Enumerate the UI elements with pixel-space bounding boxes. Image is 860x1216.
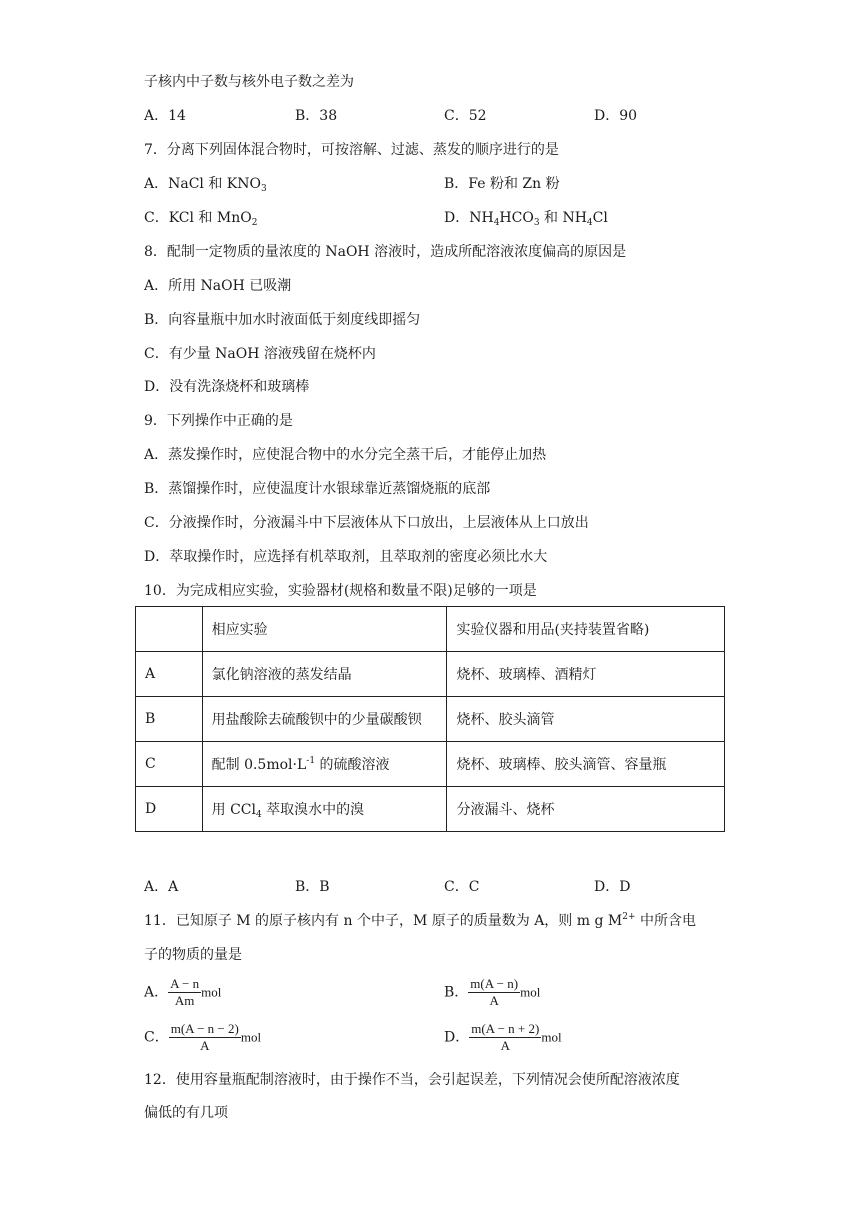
- q9-option-b: B．蒸馏操作时，应使温度计水银球靠近蒸馏烧瓶的底部: [144, 481, 491, 497]
- q8-option-b: B．向容量瓶中加水时液面低于刻度线即摇匀: [144, 312, 421, 328]
- q11-stem-line2: 子的物质的量是: [144, 947, 242, 963]
- q10-stem: 10．为完成相应实验，实验器材(规格和数量不限)足够的一项是: [144, 583, 537, 599]
- q6-stem-tail: 子核内中子数与核外电子数之差为: [144, 74, 354, 90]
- table-cell-experiment: 氯化钠溶液的蒸发结晶: [202, 652, 447, 697]
- q7-option-d: D．$NH_4HCO_3$ 和 $NH_4Cl$: [444, 210, 608, 228]
- q6-option-d: D．90: [594, 108, 638, 124]
- table-cell-key: D: [136, 787, 203, 832]
- q11-option-b: B． $\frac{m(A - n)}{A}$ mol: [444, 976, 541, 1008]
- q6-option-b: B．38: [295, 108, 338, 124]
- q6-option-a: A．14: [144, 108, 186, 124]
- q7-option-a: A．NaCl 和 $KNO_3$: [144, 176, 267, 194]
- q7-option-b: B．Fe 粉和 Zn 粉: [444, 176, 560, 192]
- table-cell-key: A: [136, 652, 203, 697]
- q10-option-b: B．B: [295, 879, 330, 895]
- q9-option-c: C．分液操作时，分液漏斗中下层液体从下口放出，上层液体从上口放出: [144, 515, 589, 531]
- table-cell-experiment: 用盐酸除去硫酸钡中的少量碳酸钡: [202, 697, 447, 742]
- q8-option-c: C．有少量 NaOH 溶液残留在烧杯内: [144, 346, 376, 362]
- q11-option-d: D． $\frac{m(A - n + 2)}{A}$ mol: [444, 1021, 562, 1053]
- q7-option-c: C．KCl 和 MnO$_2$: [144, 210, 258, 228]
- q8-option-d: D．没有洗涤烧杯和玻璃棒: [144, 379, 310, 395]
- table-cell-key: B: [136, 697, 203, 742]
- table-header-row: [136, 607, 725, 652]
- q6-option-c: C．52: [444, 108, 487, 124]
- q11-option-c: C． $\frac{m(A - n - 2)}{A}$ mol: [144, 1021, 262, 1053]
- table-cell-key: C: [136, 742, 203, 787]
- table-cell-equipment: 烧杯、胶头滴管: [447, 697, 725, 742]
- q11-option-a: A． $\frac{A - n}{Am}$ mol: [144, 976, 222, 1008]
- table-cell-equipment: 烧杯、玻璃棒、酒精灯: [447, 652, 725, 697]
- fraction: $\frac{m(A - n - 2)}{A}$: [170, 1021, 239, 1053]
- q12-stem-line2: 偏低的有几项: [144, 1105, 228, 1121]
- q10-option-d: D．D: [594, 879, 631, 895]
- table-header-cell: 实验仪器和用品(夹持装置省略): [447, 607, 725, 652]
- q10-option-c: C．C: [444, 879, 480, 895]
- fraction: $\frac{m(A - n + 2)}{A}$: [471, 1021, 540, 1053]
- table-row: [136, 652, 725, 697]
- q9-option-d: D．萃取操作时，应选择有机萃取剂，且萃取剂的密度必须比水大: [144, 549, 548, 565]
- q8-stem: 8．配制一定物质的量浓度的 NaOH 溶液时，造成所配溶液浓度偏高的原因是: [144, 244, 627, 260]
- experiment-table: [135, 606, 725, 832]
- fraction: $\frac{A - n}{Am}$: [170, 976, 200, 1008]
- table-cell-experiment: 用 CCl$_4$ 萃取溴水中的溴: [202, 787, 447, 832]
- table-row: [136, 697, 725, 742]
- table-cell-experiment: 配制 $0.5mol\cdot L^{-1}$ 的硫酸溶液: [202, 742, 447, 787]
- table-cell-equipment: 分液漏斗、烧杯: [447, 787, 725, 832]
- table-header-cell: [136, 607, 203, 652]
- table-row: [136, 742, 725, 787]
- q8-option-a: A．所用 NaOH 已吸潮: [144, 278, 292, 294]
- q10-option-a: A．A: [144, 879, 179, 895]
- q12-stem: 12．使用容量瓶配制溶液时，由于操作不当，会引起误差，下列情况会使所配溶液浓度: [144, 1072, 680, 1088]
- q7-stem: 7．分离下列固体混合物时，可按溶解、过滤、蒸发的顺序进行的是: [144, 142, 559, 158]
- table-row: [136, 787, 725, 832]
- fraction: $\frac{m(A - n)}{A}$: [470, 976, 519, 1008]
- table-cell-equipment: 烧杯、玻璃棒、胶头滴管、容量瓶: [447, 742, 725, 787]
- q9-option-a: A．蒸发操作时，应使混合物中的水分完全蒸干后，才能停止加热: [144, 447, 547, 463]
- q9-stem: 9．下列操作中正确的是: [144, 413, 293, 429]
- table-header-cell: 相应实验: [202, 607, 447, 652]
- q11-stem: 11．已知原子 M 的原子核内有 n 个中子，M 原子的质量数为 A，则 m g $M^{2+}$ 中所含电: [144, 912, 696, 929]
